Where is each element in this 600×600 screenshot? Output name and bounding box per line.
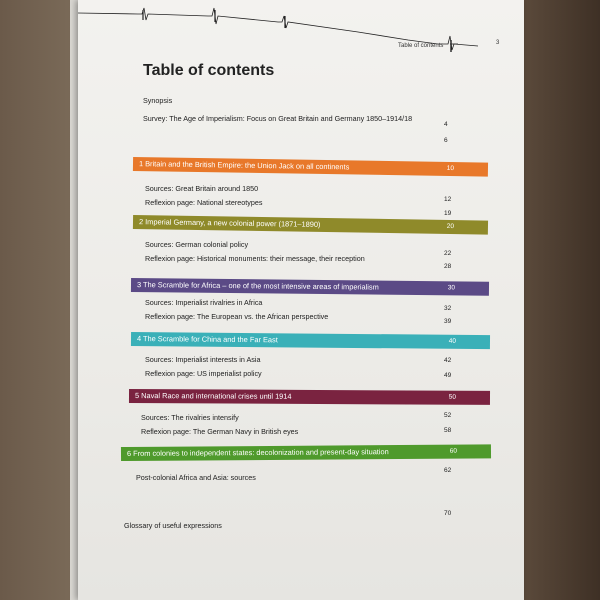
chapter-title: 5 Naval Race and international crises until 1914 (134, 391, 292, 401)
chapter-page-number: 30 (447, 284, 456, 292)
toc-page-number: 39 (444, 318, 452, 325)
toc-page-number: 12 (444, 196, 452, 203)
chapter-page-number: 50 (448, 393, 457, 401)
toc-entry-sources[interactable]: Sources: Great Britain around 1850 (145, 184, 259, 193)
toc-page-number: 6 (444, 137, 448, 144)
toc-entry-glossary[interactable]: Glossary of useful expressions (124, 521, 222, 530)
chapter-title: 6 From colonies to independent states: decolonization and present-day situation (126, 447, 389, 458)
toc-page-number: 28 (444, 263, 452, 270)
chapter-page-number: 40 (448, 337, 457, 345)
toc-page-number: 19 (444, 210, 452, 217)
chapter-page-number: 60 (449, 447, 458, 455)
toc-page-number: 62 (444, 467, 452, 474)
toc-page-number: 58 (444, 427, 452, 434)
chapter-title: 1 Britain and the British Empire: the Union Jack on all continents (138, 159, 350, 172)
toc-page-number: 49 (444, 372, 452, 379)
toc-entry-sources[interactable]: Sources: Imperialist rivalries in Africa (145, 298, 263, 307)
chapter-band-5[interactable] (129, 389, 490, 405)
toc-page-number: 4 (444, 121, 448, 128)
table-surface (520, 0, 600, 600)
toc-entry-survey[interactable]: Survey: The Age of Imperialism: Focus on Great Britain and Germany 1850–1914/18 (143, 114, 413, 123)
toc-entry-reflexion[interactable]: Reflexion page: US imperialist policy (145, 369, 262, 378)
toc-entry-reflexion[interactable]: Reflexion page: The European vs. the African perspective (145, 312, 329, 321)
toc-page-number: 22 (444, 250, 452, 257)
toc-page-number: 42 (444, 357, 452, 364)
toc-entry-sources[interactable]: Sources: Imperialist interests in Asia (145, 355, 261, 364)
ekg-line-decoration (78, 0, 524, 60)
chapter-title: 2 Imperial Germany, a new colonial power (1871–1890) (138, 217, 321, 229)
chapter-title: 4 The Scramble for China and the Far East (136, 334, 278, 345)
toc-page-number: 32 (444, 305, 452, 312)
toc-entry-reflexion[interactable]: Reflexion page: National stereotypes (145, 198, 263, 207)
chapter-page-number: 10 (446, 164, 455, 173)
toc-entry-reflexion[interactable]: Reflexion page: The German Navy in British eyes (141, 427, 299, 436)
toc-entry-sources[interactable]: Post-colonial Africa and Asia: sources (136, 473, 256, 482)
page-title: Table of contents (143, 62, 275, 79)
chapter-band-6[interactable] (121, 444, 491, 461)
toc-entry-synopsis[interactable]: Synopsis (143, 96, 173, 105)
running-header: Table of contents (398, 43, 444, 49)
toc-entry-sources[interactable]: Sources: German colonial policy (145, 240, 249, 249)
chapter-title: 3 The Scramble for Africa – one of the most intensive areas of imperialism (136, 280, 379, 292)
toc-entry-sources[interactable]: Sources: The rivalries intensify (141, 413, 239, 422)
toc-page-number: 52 (444, 412, 452, 419)
toc-page-number: 70 (444, 510, 452, 517)
page-number: 3 (496, 40, 500, 46)
toc-entry-reflexion[interactable]: Reflexion page: Historical monuments: their message, their reception (145, 254, 365, 263)
chapter-page-number: 20 (446, 222, 455, 231)
